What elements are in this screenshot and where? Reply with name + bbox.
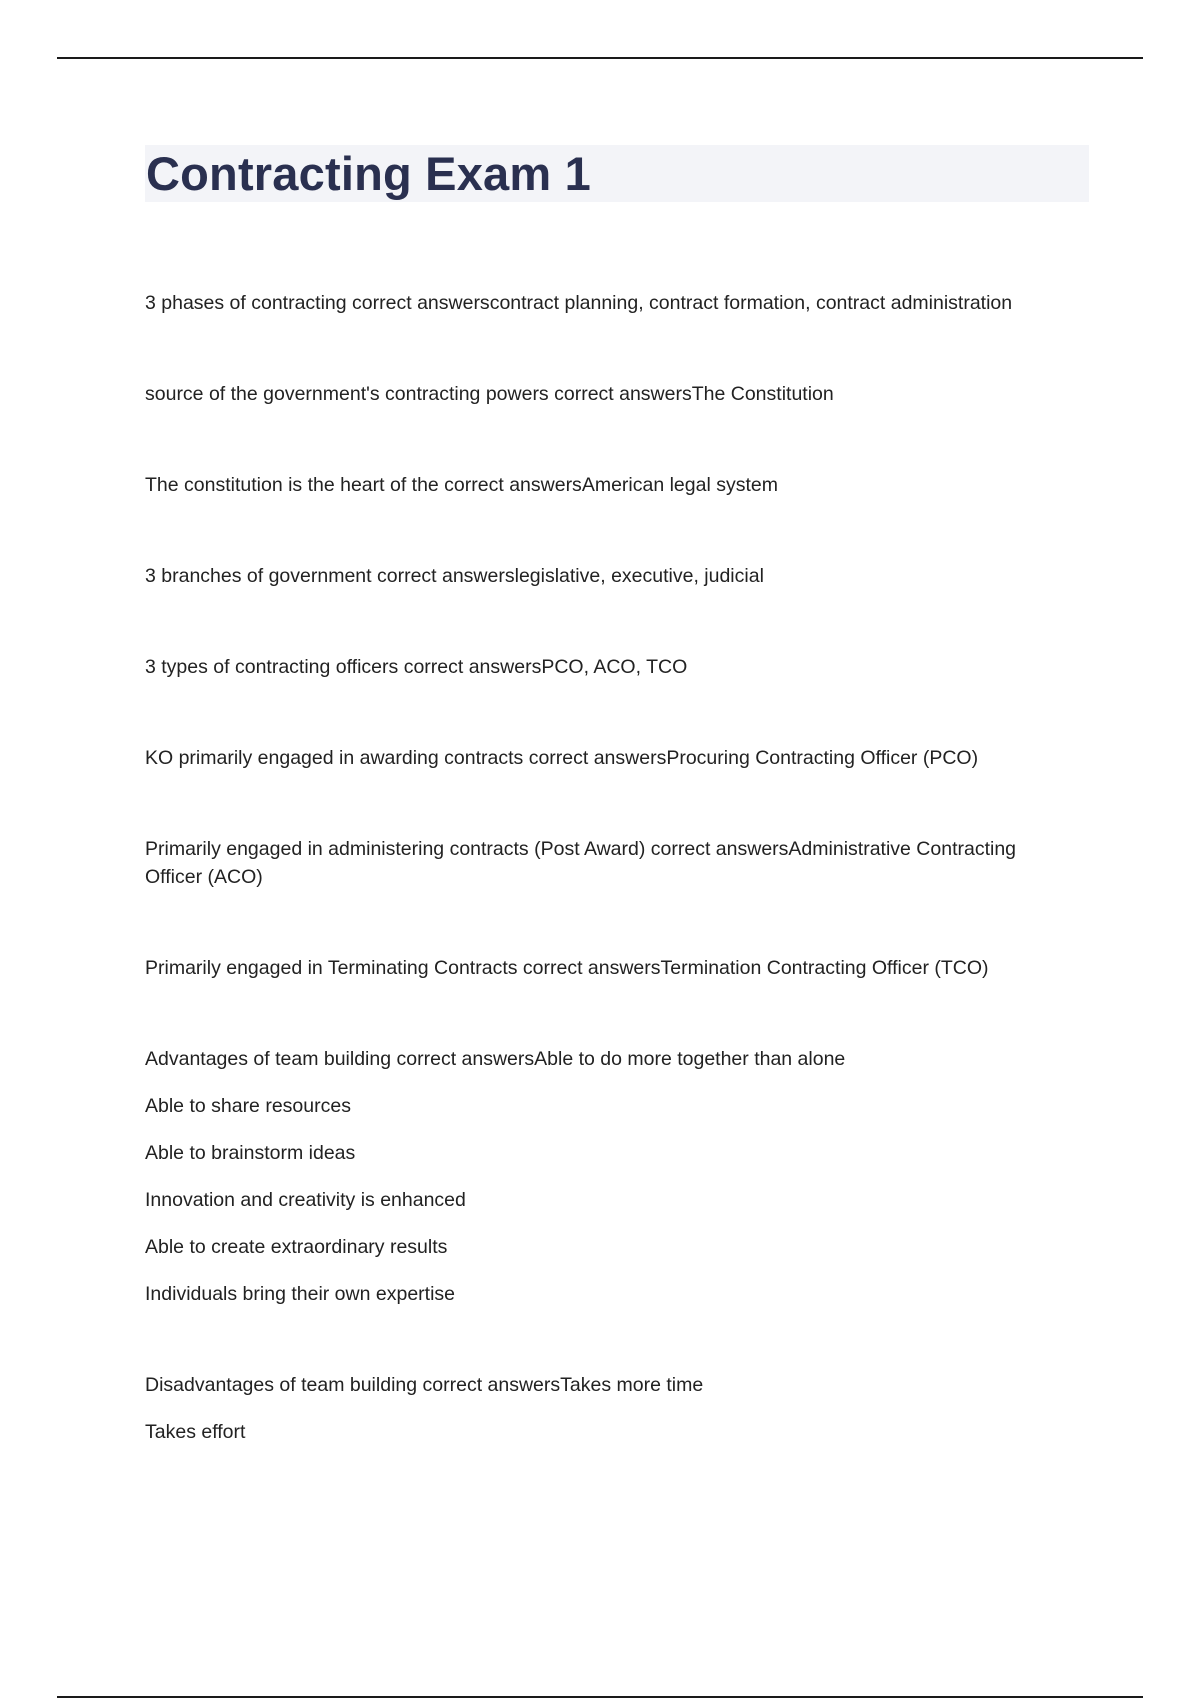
qa-entry xyxy=(145,289,1065,317)
question-text: source of the government's contracting powers xyxy=(145,383,549,405)
qa-list xyxy=(145,289,1065,1509)
footer-rule xyxy=(57,1696,1143,1698)
qa-entry xyxy=(145,1045,1065,1308)
answer-text: PCO, ACO, TCO xyxy=(541,656,688,678)
answer-marker: correct answers xyxy=(523,747,667,769)
answer-line: Able to brainstorm ideas xyxy=(145,1142,356,1164)
answer-marker: correct answers xyxy=(371,565,515,587)
question-text: The constitution is the heart of the xyxy=(145,474,439,496)
answer-marker: correct answers xyxy=(438,474,582,496)
question-text: Primarily engaged in administering contracts (Post Award) xyxy=(145,838,646,860)
question-text: Disadvantages of team building xyxy=(145,1374,418,1396)
answer-marker: correct answers xyxy=(346,292,490,314)
question-text: Primarily engaged in Terminating Contracts xyxy=(145,957,518,979)
qa-entry xyxy=(145,471,1065,499)
answer-line: Able to share resources xyxy=(145,1095,351,1117)
answer-marker: correct answers xyxy=(391,1048,535,1070)
answer-text: Termination Contracting Officer (TCO) xyxy=(660,957,989,979)
answer-text: Procuring Contracting Officer (PCO) xyxy=(666,747,979,769)
answer-text: Takes more time xyxy=(560,1374,704,1396)
answer-line: Innovation and creativity is enhanced xyxy=(145,1189,466,1211)
answer-line: Takes effort xyxy=(145,1421,246,1443)
question-text: Advantages of team building xyxy=(145,1048,392,1070)
answer-text: contract planning, contract formation, contract administration xyxy=(489,292,1013,314)
qa-entry xyxy=(145,1371,1065,1446)
answer-text: Able to do more together than alone xyxy=(534,1048,846,1070)
question-text: 3 branches of government xyxy=(145,565,372,587)
answer-marker: correct answers xyxy=(417,1374,561,1396)
answer-line: Individuals bring their own expertise xyxy=(145,1283,456,1305)
answer-text: American legal system xyxy=(581,474,778,496)
answer-marker: correct answers xyxy=(645,838,789,860)
answer-marker: correct answers xyxy=(517,957,661,979)
qa-entry xyxy=(145,954,1065,982)
answer-text: Administrative Contracting Officer (ACO) xyxy=(145,838,1017,888)
header-rule xyxy=(57,57,1143,59)
answer-line: Able to create extraordinary results xyxy=(145,1236,448,1258)
qa-entry xyxy=(145,562,1065,590)
question-text: 3 phases of contracting xyxy=(145,292,347,314)
qa-entry xyxy=(145,380,1065,408)
qa-entry xyxy=(145,744,1065,772)
answer-marker: correct answers xyxy=(398,656,542,678)
document-title: Contracting Exam 1 xyxy=(146,147,591,200)
answer-text: legislative, executive, judicial xyxy=(514,565,764,587)
question-text: 3 types of contracting officers xyxy=(145,656,399,678)
qa-entry xyxy=(145,653,1065,681)
question-text: KO primarily engaged in awarding contracts xyxy=(145,747,524,769)
answer-marker: correct answers xyxy=(548,383,692,405)
answer-text: The Constitution xyxy=(691,383,834,405)
qa-entry xyxy=(145,835,1065,891)
